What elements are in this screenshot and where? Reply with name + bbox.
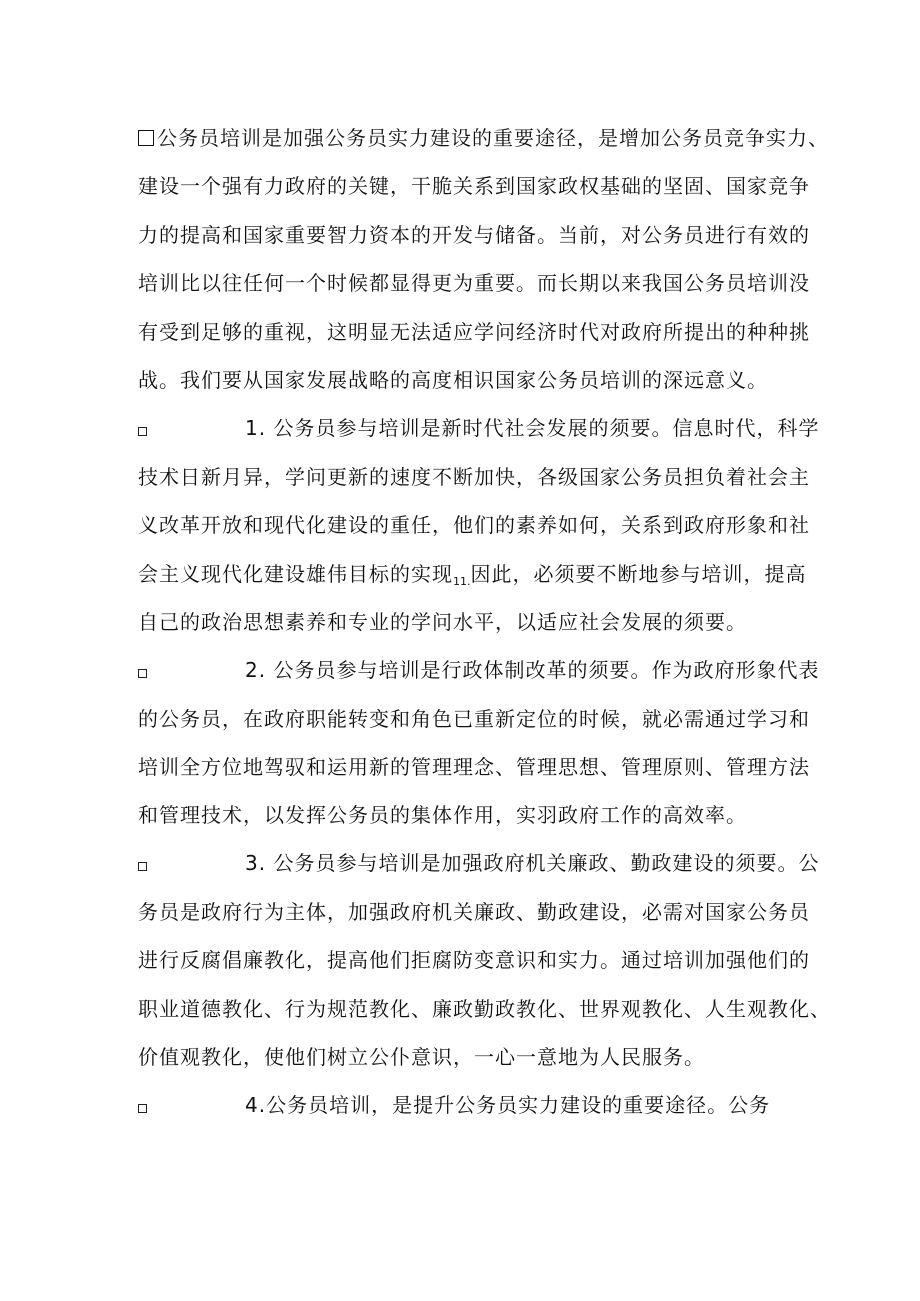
item-2-line-4: 和管理技术，以发挥公务员的集体作用，实羽政府工作的高效率。 xyxy=(138,803,747,827)
item-2-line-3: 培训全方位地驾驭和运用新的管理理念、管理思想、管理原则、管理方法 xyxy=(138,755,810,779)
intro-line-4: 培训比以往任何一个时候都显得更为重要。而长期以来我国公务员培训没 xyxy=(138,271,810,295)
intro-line-6: 战。我们要从国家发展战略的高度相识国家公务员培训的深远意义。 xyxy=(138,368,768,392)
item-3-line-4: 职业道德教化、行为规范教化、廉政勤政教化、世界观教化、人生观教化、 xyxy=(138,997,831,1021)
item-2-head: 2. 公务员参与培训是行政体制改革的须要。作为政府形象代表 xyxy=(245,658,820,682)
item-1-line-2: 技术日新月异，学问更新的速度不断加快，各级国家公务员担负着社会主 xyxy=(138,465,810,489)
item-1-line-3: 义改革开放和现代化建设的重任，他们的素养如何，关系到政府形象和社 xyxy=(138,513,810,537)
intro-line-1: 公务员培训是加强公务员实力建设的重要途径，是增加公务员竞争实力、 xyxy=(138,123,829,153)
bullet-square-icon xyxy=(138,669,147,678)
bullet-square-icon xyxy=(138,1104,147,1113)
item-3-line-3: 进行反腐倡廉教化，提高他们拒腐防变意识和实力。通过培训加强他们的 xyxy=(138,948,810,972)
item-3-head: 3. 公务员参与培训是加强政府机关廉政、勤政建设的须要。公 xyxy=(245,851,820,875)
item-1-head: 1. 公务员参与培训是新时代社会发展的须要。信息时代，科学 xyxy=(245,416,820,440)
bullet-square-icon xyxy=(138,862,147,871)
item-3-line-5: 价值观教化，使他们树立公仆意识，一心一意地为人民服务。 xyxy=(138,1045,705,1069)
item-4-head: 4.公务员培训，是提升公务员实力建设的重要途径。公务 xyxy=(245,1093,771,1117)
checkbox-square-icon xyxy=(138,130,154,146)
item-2-line-2: 的公务员，在政府职能转变和角色已重新定位的时候，就必需通过学习和 xyxy=(138,707,810,731)
item-1-line-4: 会主义现代化建设雄伟目标的实现$_{11.}$因此，必须要不断地参与培训，提高 xyxy=(138,562,807,588)
intro-line-2: 建设一个强有力政府的关键，干脆关系到国家政权基础的坚固、国家竞争 xyxy=(138,174,810,198)
item-1-line-5: 自己的政治思想素养和专业的学问水平，以适应社会发展的须要。 xyxy=(138,610,747,634)
intro-line-3: 力的提高和国家重要智力资本的开发与储备。当前，对公务员进行有效的 xyxy=(138,223,810,247)
intro-line-5: 有受到足够的重视，这明显无法适应学问经济时代对政府所提出的种种挑 xyxy=(138,320,810,344)
bullet-square-icon xyxy=(138,427,147,436)
item-3-line-2: 务员是政府行为主体，加强政府机关廉政、勤政建设，必需对国家公务员 xyxy=(138,900,810,924)
footnote-ref: 11. xyxy=(453,575,471,588)
